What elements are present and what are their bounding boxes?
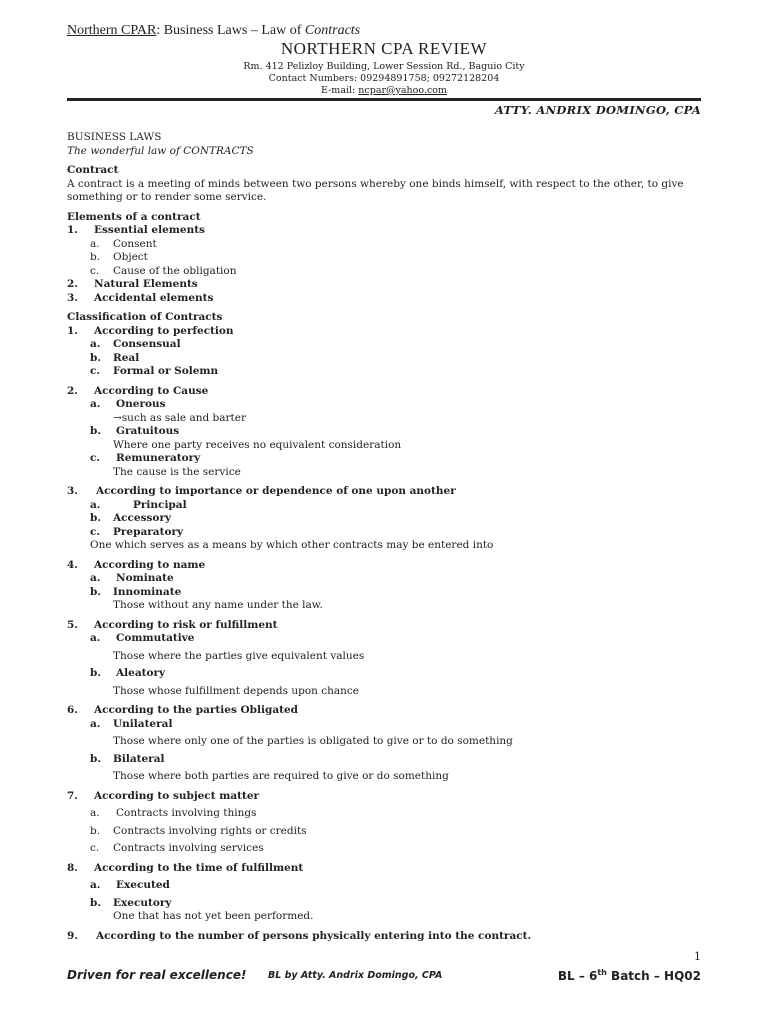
list-item: 1. According to perfection bbox=[67, 324, 234, 337]
contracts-word: Contracts bbox=[304, 23, 361, 38]
contract-definition-2: something or to render some service. bbox=[67, 191, 267, 203]
list-item: c. Preparatory bbox=[90, 525, 184, 538]
list-item: b. Real bbox=[90, 351, 140, 364]
header-rule bbox=[67, 98, 701, 101]
email-line: E-mail: ncpar@yahoo.com bbox=[320, 85, 448, 96]
org-short: Northern CPAR bbox=[67, 23, 157, 38]
list-item: 4. According to name bbox=[67, 558, 206, 571]
elements-heading: Elements of a contract bbox=[67, 210, 201, 223]
contract-heading: Contract bbox=[67, 164, 119, 176]
list-item: 1. Essential elements bbox=[67, 224, 205, 236]
list-item: c. Cause of the obligation bbox=[90, 264, 237, 277]
list-note: The cause is the service bbox=[113, 465, 241, 478]
list-item: b. Executory bbox=[90, 896, 172, 909]
list-item: c. Formal or Solemn bbox=[90, 365, 219, 377]
list-item: b. Object bbox=[90, 251, 148, 263]
list-item: a. Principal bbox=[90, 498, 187, 511]
page-number: 1 bbox=[694, 950, 701, 963]
email-link[interactable]: ncpar@yahoo.com bbox=[358, 85, 448, 96]
classification-heading: Classification of Contracts bbox=[67, 311, 223, 323]
list-item: 8. According to the time of fulfillment bbox=[67, 861, 304, 874]
list-note: Those where both parties are required to give or do something bbox=[113, 770, 449, 782]
list-item: b. Aleatory bbox=[90, 667, 166, 679]
list-item: 2. Natural Elements bbox=[67, 278, 198, 290]
list-item: 7. According to subject matter bbox=[67, 789, 260, 802]
list-item: 3. According to importance or dependence of one upon another bbox=[67, 485, 456, 497]
running-header: Northern CPAR: Business Laws – Law of Contracts bbox=[67, 23, 361, 38]
subject: Business Laws bbox=[163, 23, 248, 38]
footer-batch: BL – 6th Batch – HQ02 bbox=[557, 968, 701, 983]
list-item: a. Commutative bbox=[90, 632, 195, 644]
list-item: a. Nominate bbox=[90, 572, 174, 584]
list-item: a. Consent bbox=[90, 237, 157, 250]
org-title: NORTHERN CPA REVIEW bbox=[280, 39, 488, 58]
list-item: a. Consensual bbox=[90, 338, 181, 350]
list-note: One that has not yet been performed. bbox=[113, 910, 314, 922]
address-line: Rm. 412 Pelizloy Building, Lower Session Rd., Baguio City bbox=[243, 61, 525, 72]
list-item: c. Contracts involving services bbox=[90, 842, 264, 854]
footer-tagline: Driven for real excellence! bbox=[67, 968, 247, 982]
list-note: →such as sale and barter bbox=[113, 411, 247, 424]
footer-byline: BL by Atty. Andrix Domingo, CPA bbox=[268, 970, 443, 981]
list-item: b. Accessory bbox=[90, 512, 172, 524]
list-item: a. Executed bbox=[90, 879, 170, 891]
list-item: b. Bilateral bbox=[90, 752, 165, 765]
list-item: 9. According to the number of persons physically entering into the contract. bbox=[67, 929, 532, 942]
list-note: Those whose fulfillment depends upon chance bbox=[113, 684, 360, 697]
list-item: b. Gratuitous bbox=[90, 425, 180, 437]
list-item: c. Remuneratory bbox=[90, 452, 201, 464]
list-note: Where one party receives no equivalent consideration bbox=[113, 438, 402, 451]
list-note: Those without any name under the law. bbox=[113, 599, 323, 611]
list-item: 2. According to Cause bbox=[67, 384, 209, 397]
list-item: b. Innominate bbox=[90, 585, 182, 598]
doc-subtitle: The wonderful law of CONTRACTS bbox=[67, 144, 254, 157]
document-body bbox=[67, 131, 707, 943]
list-item: 3. Accidental elements bbox=[67, 291, 214, 304]
author-name: ATTY. ANDRIX DOMINGO, CPA bbox=[494, 103, 701, 117]
list-item: 6. According to the parties Obligated bbox=[67, 704, 299, 716]
list-item: b. Contracts involving rights or credits bbox=[90, 824, 307, 837]
doc-title: BUSINESS LAWS bbox=[67, 131, 162, 143]
list-item: a. Onerous bbox=[90, 398, 166, 410]
list-note: Those where only one of the parties is obligated to give or to do something bbox=[113, 735, 513, 747]
contract-definition-1: A contract is a meeting of minds between two persons whereby one binds himself, with respect to the other, to give bbox=[67, 177, 684, 190]
list-item: a. Unilateral bbox=[90, 717, 173, 730]
list-note: One which serves as a means by which other contracts may be entered into bbox=[90, 539, 494, 551]
list-note: Those where the parties give equivalent values bbox=[113, 649, 365, 662]
list-item: 5. According to risk or fulfillment bbox=[67, 618, 278, 631]
list-item: a. Contracts involving things bbox=[90, 807, 257, 819]
contact-line: Contact Numbers: 09294891758; 09272128204 bbox=[268, 73, 500, 84]
